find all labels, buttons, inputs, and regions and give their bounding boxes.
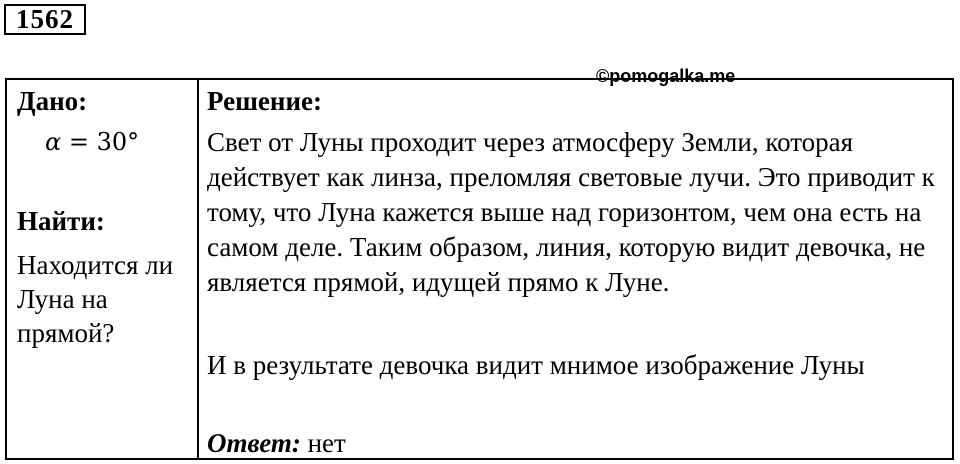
find-question: Находится ли Луна на прямой? xyxy=(17,250,174,348)
answer-value: нет xyxy=(307,428,346,458)
watermark: ©pomogalka.me xyxy=(596,66,736,86)
given-angle xyxy=(45,125,139,159)
problem-number-box: 1562 xyxy=(4,4,86,35)
given-heading: Дано: xyxy=(17,86,88,116)
solution-paragraph-2: И в результате девочка видит мнимое изображение Луны xyxy=(207,350,865,380)
answer-line xyxy=(207,426,346,461)
column-divider xyxy=(197,80,199,458)
answer-label: Ответ: xyxy=(207,428,301,458)
solution-table xyxy=(5,78,954,460)
find-heading: Найти: xyxy=(17,206,105,236)
solution-paragraph-1: Свет от Луны проходит через атмосферу Земли, которая действует как линза, преломляя световые лучи. Это приводит к тому, что Луна кажется выше над горизонтом, чем она есть на самом деле. Таким образом, линия, которую видит девочка, не является прямой, идущей прямо к Луне. xyxy=(207,127,935,297)
alpha-value: = 30° xyxy=(68,128,140,156)
alpha-symbol: α xyxy=(45,128,62,156)
solution-heading: Решение: xyxy=(207,86,322,116)
